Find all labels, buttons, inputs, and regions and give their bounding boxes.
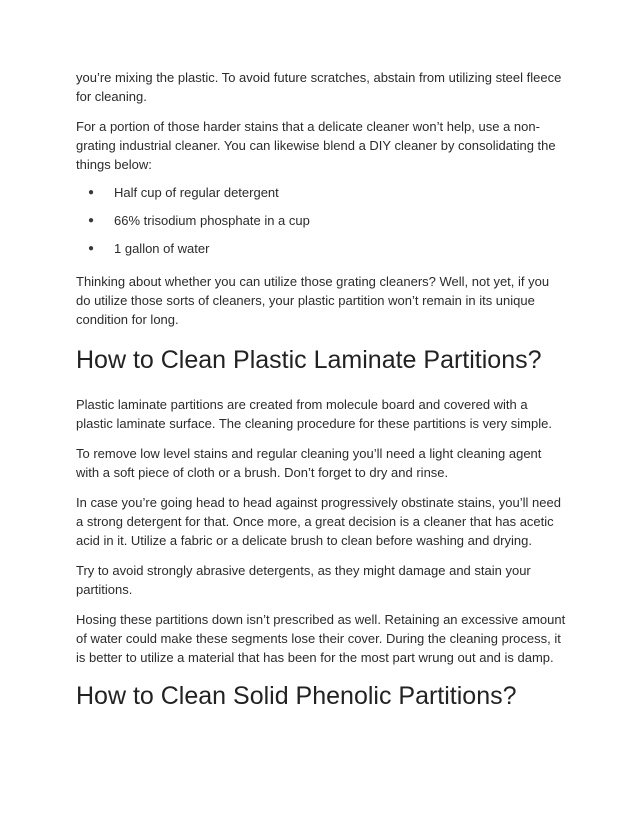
list-item [76,239,566,258]
section-heading: How to Clean Solid Phenolic Partitions? [76,682,517,710]
section-heading: How to Clean Plastic Laminate Partitions? [76,346,542,374]
paragraph: Plastic laminate partitions are created from molecule board and covered with a plastic laminate surface. The cleaning procedure for these partitions is very simple. [76,397,552,431]
bullet-list [76,183,566,258]
paragraph: Try to avoid strongly abrasive detergents, as they might damage and stain your partitions. [76,563,531,597]
bullet-icon: ● [88,243,95,254]
paragraph: To remove low level stains and regular cleaning you’ll need a light cleaning agent with a soft piece of cloth or a brush. Don’t forget to dry and rinse. [76,446,542,480]
bullet-icon: ● [88,215,95,226]
list-item [76,211,566,230]
list-item [76,183,566,202]
document-page [76,68,566,711]
list-item-text: Half cup of regular detergent [114,185,279,200]
paragraph: In case you’re going head to head against progressively obstinate stains, you’ll need a strong detergent for that. Once more, a great decision is a cleaner that has acetic acid in it. Utilize a fabric or a delicate brush to clean before washing and drying. [76,495,561,548]
paragraph: you’re mixing the plastic. To avoid future scratches, abstain from utilizing steel fleece for cleaning. [76,70,562,104]
list-item-text: 66% trisodium phosphate in a cup [114,213,310,228]
paragraph: Thinking about whether you can utilize those grating cleaners? Well, not yet, if you do utilize those sorts of cleaners, your plastic partition won’t remain in its unique condition for long. [76,274,550,327]
paragraph: For a portion of those harder stains that a delicate cleaner won’t help, use a non-grating industrial cleaner. You can likewise blend a DIY cleaner by consolidating the things below: [76,119,556,172]
list-item-text: 1 gallon of water [114,241,210,256]
bullet-icon: ● [88,187,95,198]
paragraph: Hosing these partitions down isn’t prescribed as well. Retaining an excessive amount of water could make these segments lose their cover. During the cleaning process, it is better to utilize a material that has been for the most part wrung out and is damp. [76,612,566,665]
